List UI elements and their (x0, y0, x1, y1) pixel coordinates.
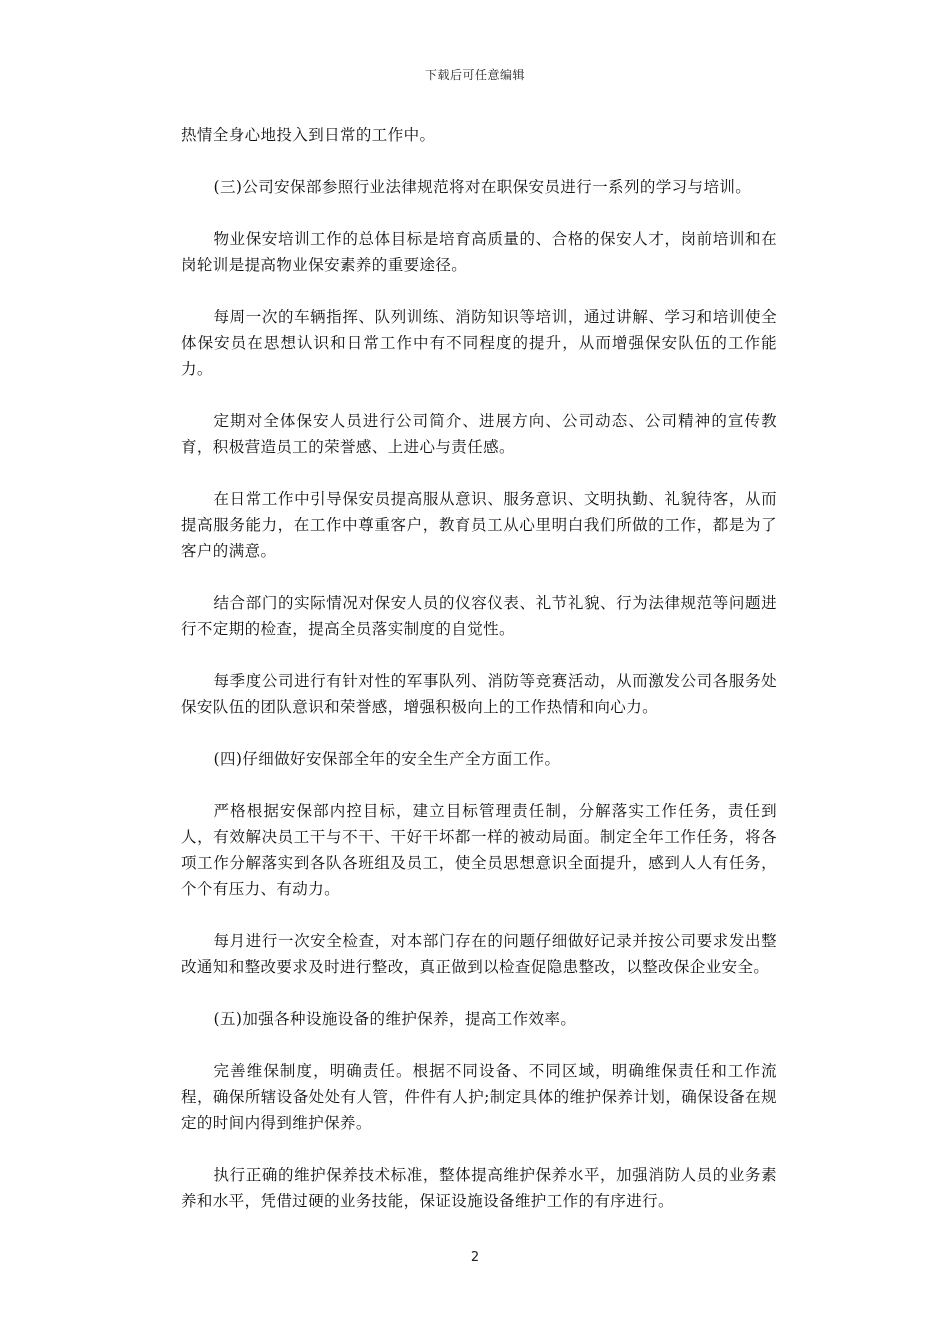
paragraph: 在日常工作中引导保安员提高服从意识、服务意识、文明执勤、礼貌待客，从而提高服务能力，在工作中尊重客户，教育员工从心里明白我们所做的工作，都是为了客户的满意。 (181, 490, 777, 560)
section-heading-5: (五)加强各种设施设备的维护保养，提高工作效率。 (213, 1010, 577, 1028)
page-header: 下载后可任意编辑 (424, 68, 525, 82)
paragraph: 严格根据安保部内控目标，建立目标管理责任制，分解落实工作任务，责任到人，有效解决员工干与不干、干好干坏都一样的被动局面。制定全年工作任务，将各项工作分解落实到各队各班组及员工，使全员思想意识全面提升，感到人人有任务，个个有压力、有动力。 (181, 802, 777, 898)
paragraph: 每月进行一次安全检查，对本部门存在的问题仔细做好记录并按公司要求发出整改通知和整改要求及时进行整改，真正做到以检查促隐患整改，以整改保企业安全。 (181, 932, 777, 976)
paragraph: 每季度公司进行有针对性的军事队列、消防等竞赛活动，从而激发公司各服务处保安队伍的团队意识和荣誉感，增强积极向上的工作热情和向心力。 (181, 672, 777, 716)
paragraph: 物业保安培训工作的总体目标是培育高质量的、合格的保安人才，岗前培训和在岗轮训是提高物业保安素养的重要途径。 (181, 230, 777, 274)
document-body (181, 122, 777, 1240)
paragraph: 结合部门的实际情况对保安人员的仪容仪表、礼节礼貌、行为法律规范等问题进行不定期的检查，提高全员落实制度的自觉性。 (181, 594, 777, 638)
paragraph-continuation: 热情全身心地投入到日常的工作中。 (181, 126, 436, 144)
paragraph: 定期对全体保安人员进行公司简介、进展方向、公司动态、公司精神的宣传教育，积极营造员工的荣誉感、上进心与责任感。 (181, 412, 777, 456)
page-number: 2 (470, 1250, 480, 1265)
section-heading-3: (三)公司安保部参照行业法律规范将对在职保安员进行一系列的学习与培训。 (213, 178, 752, 196)
section-heading-4: (四)仔细做好安保部全年的安全生产全方面工作。 (213, 750, 561, 768)
paragraph: 执行正确的维护保养技术标准，整体提高维护保养水平，加强消防人员的业务素养和水平，凭借过硬的业务技能，保证设施设备维护工作的有序进行。 (181, 1166, 777, 1210)
paragraph: 每周一次的车辆指挥、队列训练、消防知识等培训，通过讲解、学习和培训使全体保安员在思想认识和日常工作中有不同程度的提升，从而增强保安队伍的工作能力。 (181, 308, 777, 378)
paragraph: 完善维保制度，明确责任。根据不同设备、不同区域，明确维保责任和工作流程，确保所辖设备处处有人管，件件有人护;制定具体的维护保养计划，确保设备在规定的时间内得到维护保养。 (181, 1062, 777, 1132)
